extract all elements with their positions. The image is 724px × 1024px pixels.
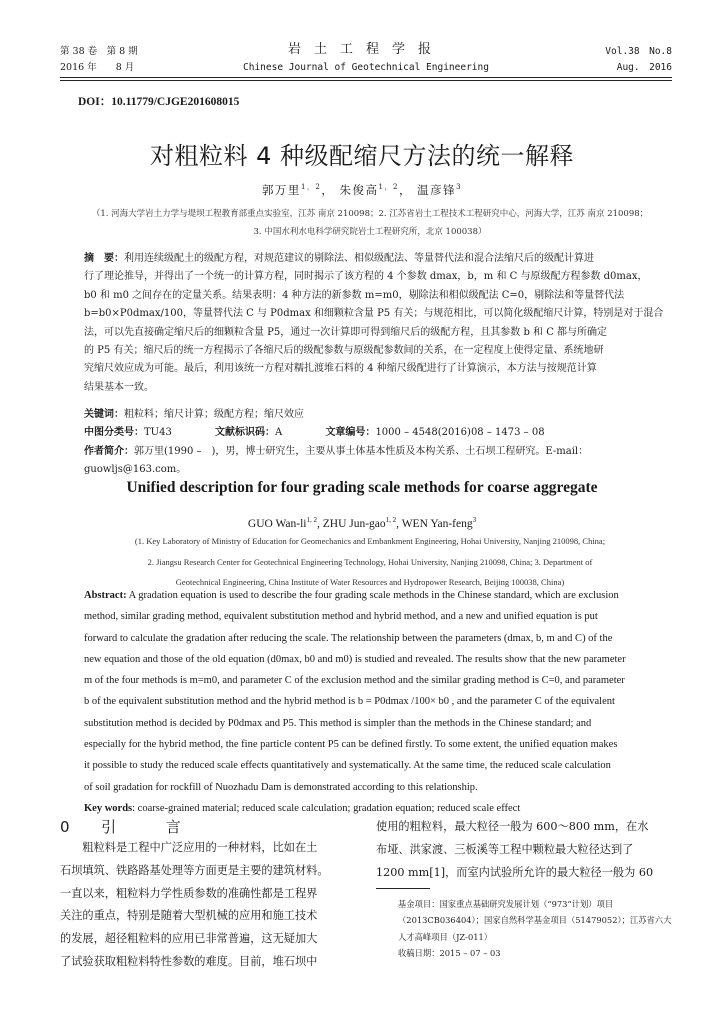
- article-metadata-cn: [84, 406, 678, 480]
- journal-name-cn: 岩土工程学报: [287, 42, 444, 57]
- body-line: 布垭、洪家渡、三板溪等工程中颗粒最大粒径达到了: [376, 842, 634, 856]
- body-line: 粗粒料是工程中广泛应用的一种材料，比如在土: [82, 841, 318, 854]
- abstract-line: 法，可以先直接确定缩尺后的细颗粒含量 P5，通过一次计算即可得到缩尺后的级配方程，且其参数 b 和 C 都与所确定: [84, 326, 608, 338]
- abstract-en: [84, 585, 676, 819]
- author-affiliation: 1，2: [378, 183, 399, 192]
- fund-line: 人才高峰项目（JZ-011）: [398, 931, 493, 942]
- abstract-line: new equation and those of the old equation (d0max, b0 and m0) is studied and revealed. The results show that the new parameter: [84, 653, 626, 665]
- abstract-line: b0 和 m0 之间存在的定量关系。结果表明：4 种方法的新参数 m=m0，剔除法和相似级配法 C=0，剔除法和等量替代法: [84, 289, 625, 301]
- section-heading: [60, 816, 181, 837]
- received-label: 收稿日期：: [398, 947, 440, 958]
- abstract-line: 的 P5 有关；缩尺后的统一方程揭示了各缩尺后的级配参数与原级配参数间的关系，在一定程度上使得定量、系统地研: [84, 345, 604, 357]
- abstract-line: b=b0×P0dmax/100，等量替代法 C 与 P0dmax 和细颗粒含量 P5 有关；与规范相比，可以简化级配缩尺计算，特别是对于混合: [84, 308, 664, 320]
- section-number: 0: [60, 818, 70, 836]
- affiliations-cn: [70, 205, 670, 241]
- article-no-value: 1000 – 4548(2016)08 – 1473 – 08: [375, 427, 545, 439]
- article-no-label: 文章编号：: [325, 427, 376, 439]
- received-line: [376, 945, 676, 961]
- author-affiliation: 3: [472, 516, 477, 524]
- keywords-text-en: : coarse-grained material; reduced scale calculation; gradation equation; reduced scale effect: [132, 802, 521, 814]
- received-date: 2015 – 07 – 03: [439, 947, 501, 958]
- abstract-label-en: Abstract:: [84, 590, 127, 601]
- doc-code-label: 文献标识码：: [215, 427, 276, 439]
- abstract-line: b of the equivalent substitution method and the hybrid method is b = P0dmax /100× b0 , and the parameter C of the equivalent: [84, 696, 615, 708]
- keywords-text: 粗粒料；缩尺计算；级配方程；缩尺效应: [124, 409, 304, 420]
- fund-label: 基金项目：: [398, 899, 440, 909]
- bio-text: 郭万里(1990 – )，男，博士研究生，主要从事土体基本性质及本构关系、土石坝工程研究。E-mail：: [134, 445, 589, 457]
- fund-line: （2013CB036404）；国家自然科学基金项目（51479052）；江苏省六大: [398, 915, 672, 926]
- abstract-line: especially for the hybrid method, the fine particle content P5 can be defined firstly. To some extent, the unified equation makes: [84, 739, 618, 751]
- body-line: 关注的重点，特别是随着大型机械的应用和施工技术: [60, 909, 318, 923]
- volume-issue-cn: 第 38 卷 第 8 期: [60, 46, 138, 57]
- abstract-line: of soil gradation for rockfill of Nuozhadu Dam is demonstrated according to this relationship.: [84, 781, 478, 793]
- author-name: 温彦锋: [417, 183, 457, 197]
- affiliations-en: [90, 531, 650, 593]
- author-email[interactable]: guowljs@163.com。: [84, 464, 187, 476]
- header-rule-thin: [60, 80, 672, 81]
- author-affiliation: 1, 2: [306, 516, 317, 524]
- abstract-line: it possible to study the reduced scale effects quantitatively and systematically. At the same time, the reduced scale calculation: [84, 760, 611, 772]
- affiliation-line: Geotechnical Engineering, China Institute of Water Resources and Hydropower Research, Beijing 100038, China): [175, 577, 565, 587]
- abstract-line: 行了理论推导，并得出了一个统一的计算方程，同时揭示了该方程的 4 个参数 dmax，b，m 和 C 与原级配方程参数 d0max，: [84, 271, 648, 283]
- body-line: 了试验获取粗粒料特性参数的难度。目前，堆石坝中: [60, 954, 318, 968]
- author-name: WEN Yan-feng: [401, 517, 473, 530]
- clc-label: 中图分类号：: [84, 427, 144, 439]
- header-rule: [60, 77, 672, 78]
- author-name: GUO Wan-li: [247, 517, 307, 530]
- author-name: 朱俊高: [339, 183, 379, 197]
- classification-row: [84, 424, 678, 442]
- body-column-left: [60, 837, 356, 974]
- affiliation-line: (1. Key Laboratory of Ministry of Education for Geomechanics and Embankment Engineering, Hohai University, Nanjing 210098, China;: [134, 536, 606, 546]
- date-en: Aug. 2016: [616, 62, 672, 73]
- authors-en: GUO Wan-li$^{1, 2}$, ZHU Jun-gao$^{1, 2}$, WEN Yan-feng$^3$: [247, 516, 477, 530]
- section-title-char: 引: [101, 818, 117, 836]
- body-line: 使用的粗粒料，最大粒径一般为 600～800 mm，在水: [376, 820, 649, 833]
- author-bio: [84, 443, 678, 461]
- authors-cn: 郭万里$^{1,2}$， 朱俊高$^{1,2}$， 温彦锋$^3$: [261, 183, 463, 197]
- doi: DOI：10.11779/CJGE201608015: [78, 96, 240, 108]
- fund-text: 国家重点基础研究发展计划（“973”计划）项目: [439, 899, 614, 909]
- abstract-line: 结果基本一致。: [84, 381, 154, 393]
- body-line: 一直以来，粗粒料力学性质参数的准确性都是工程界: [60, 886, 318, 900]
- keywords-label-en: Key words: [84, 802, 133, 814]
- author-affiliation: 3: [456, 183, 463, 192]
- abstract-line: m of the four methods is m=m0, and parameter C of the exclusion method and the similar grading method is C=0, and parameter: [84, 675, 625, 687]
- affiliation-line: （1. 河海大学岩土力学与堤坝工程教育部重点实验室，江苏 南京 210098；2. 江苏省岩土工程技术工程研究中心，河海大学，江苏 南京 210098；: [91, 209, 649, 219]
- clc-value: TU43: [144, 427, 172, 439]
- author-name: ZHU Jun-gao: [322, 517, 386, 530]
- body-line: 1200 mm[1]，而室内试验所允许的最大粒径一般为 60: [376, 865, 654, 879]
- abstract-line: A gradation equation is used to describe the four grading scale methods in the Chinese standard, which are exclusion: [128, 590, 619, 601]
- abstract-label-cn: 摘 要：: [84, 253, 124, 264]
- abstract-line: substitution method is decided by P0dmax and P5. This method is simpler than the methods in the Chinese standard; and: [84, 717, 592, 729]
- abstract-cn: [84, 250, 678, 397]
- section-title-char: 言: [165, 818, 181, 836]
- affiliation-line: 3. 中国水利水电科学研究院岩土工程研究所，北京 100038）: [253, 227, 487, 237]
- footnote-rule: [376, 888, 430, 889]
- author-affiliation: 1, 2: [385, 516, 397, 524]
- date-cn: 2016 年 8 月: [60, 62, 135, 73]
- bio-label: 作者简介：: [84, 445, 134, 457]
- body-line: 的发展，超径粗粒料的应用已非常普遍，这无疑加大: [60, 932, 318, 946]
- fund-line: [376, 896, 676, 912]
- abstract-line: method, similar grading method, equivalent substitution method and hybrid method, and a new and unified equation is put: [84, 611, 598, 623]
- keywords-cn: [84, 406, 678, 424]
- title-cn: 对粗粒料 4 种级配缩尺方法的统一解释: [149, 142, 575, 170]
- keywords-label: 关键词：: [84, 409, 124, 420]
- abstract-line: forward to calculate the gradation after reducing the scale. The relationship between the parameters (dmax, b, m and C) of the: [84, 632, 613, 644]
- body-line: 石坝填筑、铁路路基处理等方面更是主要的建筑材料。: [60, 863, 329, 877]
- footnote: [376, 896, 676, 961]
- affiliation-line: 2. Jiangsu Research Center for Geotechnical Engineering Technology, Hohai University, Nanjing 210098, China; 3. Department of: [147, 556, 593, 567]
- abstract-line: 究缩尺效应成为可能。最后，利用该统一方程对糯扎渡堆石料的 4 种缩尺级配进行了计算演示，本方法与按规范计算: [84, 363, 597, 375]
- title-en: Unified description for four grading scale methods for coarse aggregate: [126, 479, 598, 496]
- author-affiliation: 1，2: [300, 183, 322, 192]
- journal-name-en: Chinese Journal of Geotechnical Engineering: [243, 62, 489, 73]
- author-name: 郭万里: [261, 183, 301, 197]
- abstract-line: 利用连续级配土的级配方程，对规范建议的剔除法、相似级配法、等量替代法和混合法缩尺后的级配计算进: [124, 253, 594, 264]
- volume-issue-en: Vol.38 No.8: [605, 46, 672, 57]
- body-column-right: [376, 816, 672, 884]
- doc-code-value: A: [275, 427, 283, 439]
